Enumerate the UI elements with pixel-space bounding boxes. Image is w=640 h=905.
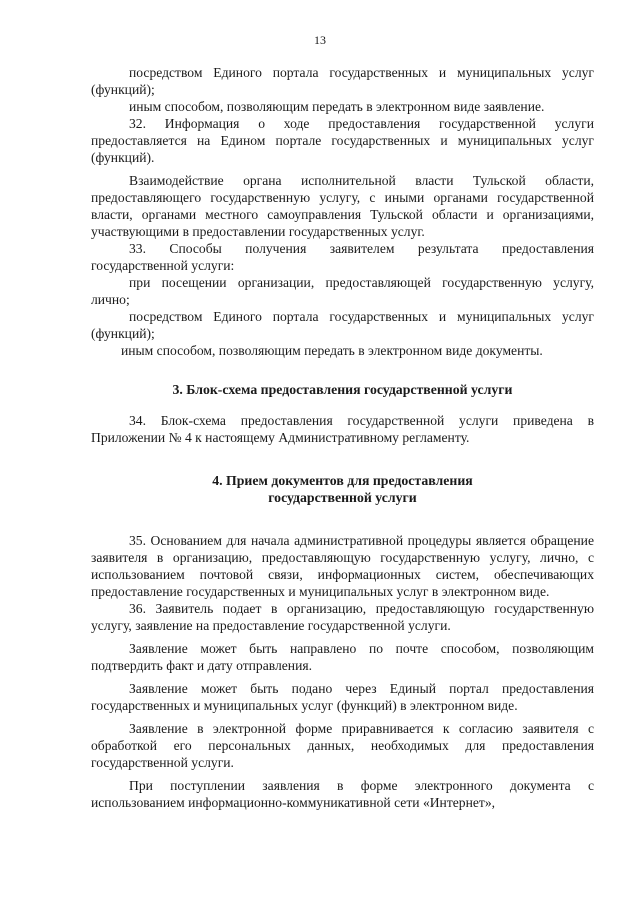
paragraph: 36. Заявитель подает в организацию, предоставляющую государственную услугу, заявление на предоставление государственной услуги. (91, 601, 594, 633)
paragraph: При поступлении заявления в форме электронного документа с использованием информационно-коммуникативной сети «Интернет», (91, 778, 594, 810)
paragraph: посредством Единого портала государственных и муниципальных услуг (функций); (91, 309, 594, 341)
paragraph: 33. Способы получения заявителем результата предоставления государственной услуги: (91, 241, 594, 273)
paragraph: Заявление может быть подано через Единый портал предоставления государственных и муниципальных услуг (функций) в электронном виде. (91, 681, 594, 713)
paragraph: Взаимодействие органа исполнительной власти Тульской области, предоставляющего государственную услугу, с иными органами государственной власти, органами местного самоуправления Тульской области и организациями, участвующими в предоставлении государственных услуг. (91, 173, 594, 239)
document-body (91, 64, 594, 811)
section-heading: 4. Прием документов для предоставления государственной услуги (212, 473, 473, 505)
paragraph: 35. Основанием для начала административной процедуры является обращение заявителя в организацию, предоставляющую государственную услугу, лично, с использованием почтовой связи, информационных систем, обеспечивающих предоставление государственных и муниципальных услуг в электронном виде. (91, 533, 594, 599)
paragraph: иным способом, позволяющим передать в электронном виде документы. (121, 343, 543, 358)
paragraph: иным способом, позволяющим передать в электронном виде заявление. (129, 99, 545, 114)
paragraph: 32. Информация о ходе предоставления государственной услуги предоставляется на Едином портале государственных и муниципальных услуг (функций). (91, 116, 594, 165)
paragraph: при посещении организации, предоставляющей государственную услугу, лично; (91, 275, 594, 307)
section-heading: 3. Блок-схема предоставления государственной услуги (172, 382, 513, 397)
paragraph: Заявление в электронной форме приравнивается к согласию заявителя с обработкой его персональных данных, необходимых для предоставления государственной услуги. (91, 721, 594, 770)
paragraph: посредством Единого портала государственных и муниципальных услуг (функций); (91, 65, 594, 97)
page-number: 13 (314, 33, 326, 47)
paragraph: 34. Блок-схема предоставления государственной услуги приведена в Приложении № 4 к настоящему Административному регламенту. (91, 413, 594, 445)
paragraph: Заявление может быть направлено по почте способом, позволяющим подтвердить факт и дату отправления. (91, 641, 594, 673)
